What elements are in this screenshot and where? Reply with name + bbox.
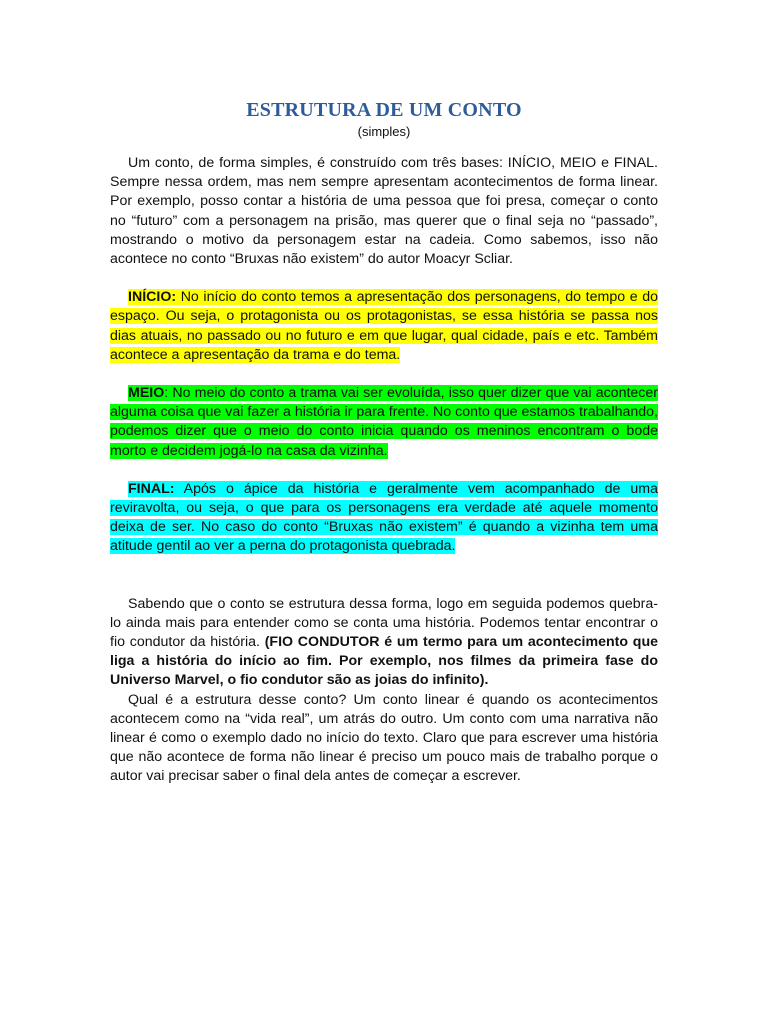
- text-final: Após o ápice da história e geralmente vem acompanhado de uma reviravolta, ou seja, o que para os personagens era verdade até aquele momento deixa de ser. No caso do conto “Bruxas não existem” é quando a vizinha tem uma atitude gentil ao ver a perna do protagonista quebrada.: [110, 480, 658, 555]
- document-page: [110, 98, 658, 787]
- spacer: [110, 461, 658, 480]
- structure-paragraph: Qual é a estrutura desse conto? Um conto linear é quando os acontecimentos acontecem como na “vida real”, um atrás do outro. Um conto com uma narrativa não linear é como o exemplo dado no início do texto. Claro que para escrever uma história que não acontece de forma não linear é preciso um pouco mais de trabalho porque o autor vai precisar saber o final dela antes de começar a escrever.: [110, 691, 658, 785]
- page-subtitle: (simples): [357, 124, 411, 139]
- section-final: [110, 480, 658, 557]
- intro-paragraph: Um conto, de forma simples, é construído com três bases: INÍCIO, MEIO e FINAL. Sempre nessa ordem, mas nem sempre apresentam acontecimentos de forma linear. Por exemplo, posso contar a história de uma pessoa que foi presa, começar o conto no “futuro” com a personagem na prisão, mas querer que o final seja no “passado”, mostrando o motivo da personagem estar na cadeia. Como sabemos, isso não acontece no conto “Bruxas não existem” do autor Moacyr Scliar.: [110, 155, 658, 268]
- spacer: [110, 365, 658, 384]
- label-final: FINAL:: [128, 480, 175, 497]
- highlight-final: [110, 481, 658, 555]
- spacer: [110, 269, 658, 288]
- label-meio: MEIO: [128, 385, 165, 402]
- thread-intro-text: Sabendo que o conto se estrutura dessa forma, logo em seguida podemos quebra-lo ainda mais para entender como se conta uma história. Podemos tentar encontrar o fio condutor da história.: [110, 595, 658, 651]
- label-inicio: INÍCIO:: [128, 289, 177, 306]
- text-meio: : No meio do conto a trama vai ser evoluída, isso quer dizer que vai acontecer alguma coisa que vai fazer a história ir para frente. No conto que estamos trabalhando, podemos dizer que o meio do conto inicia quando os meninos encontram o bode morto e decidem jogá-lo na casa da vizinha.: [110, 385, 658, 459]
- spacer: [110, 576, 658, 595]
- highlight-meio: [110, 385, 658, 459]
- text-inicio: No início do conto temos a apresentação dos personagens, do tempo e do espaço. Ou seja, o protagonista ou os protagonistas, se essa história se passa nos dias atuais, no passado ou no futuro e em que lugar, qual cidade, país e etc. Também acontece a apresentação da trama e do tema.: [110, 289, 658, 363]
- section-inicio: [110, 288, 658, 365]
- thread-paragraph: [110, 595, 658, 691]
- page-title: ESTRUTURA DE UM CONTO: [246, 99, 522, 121]
- highlight-inicio: [110, 289, 658, 363]
- section-meio: [110, 384, 658, 461]
- thread-definition: (FIO CONDUTOR é um termo para um acontecimento que liga a história do início ao fim. Por exemplo, nos filmes da primeira fase do Universo Marvel, o fio condutor são as joias do infinito).: [110, 634, 659, 689]
- spacer: [110, 557, 658, 576]
